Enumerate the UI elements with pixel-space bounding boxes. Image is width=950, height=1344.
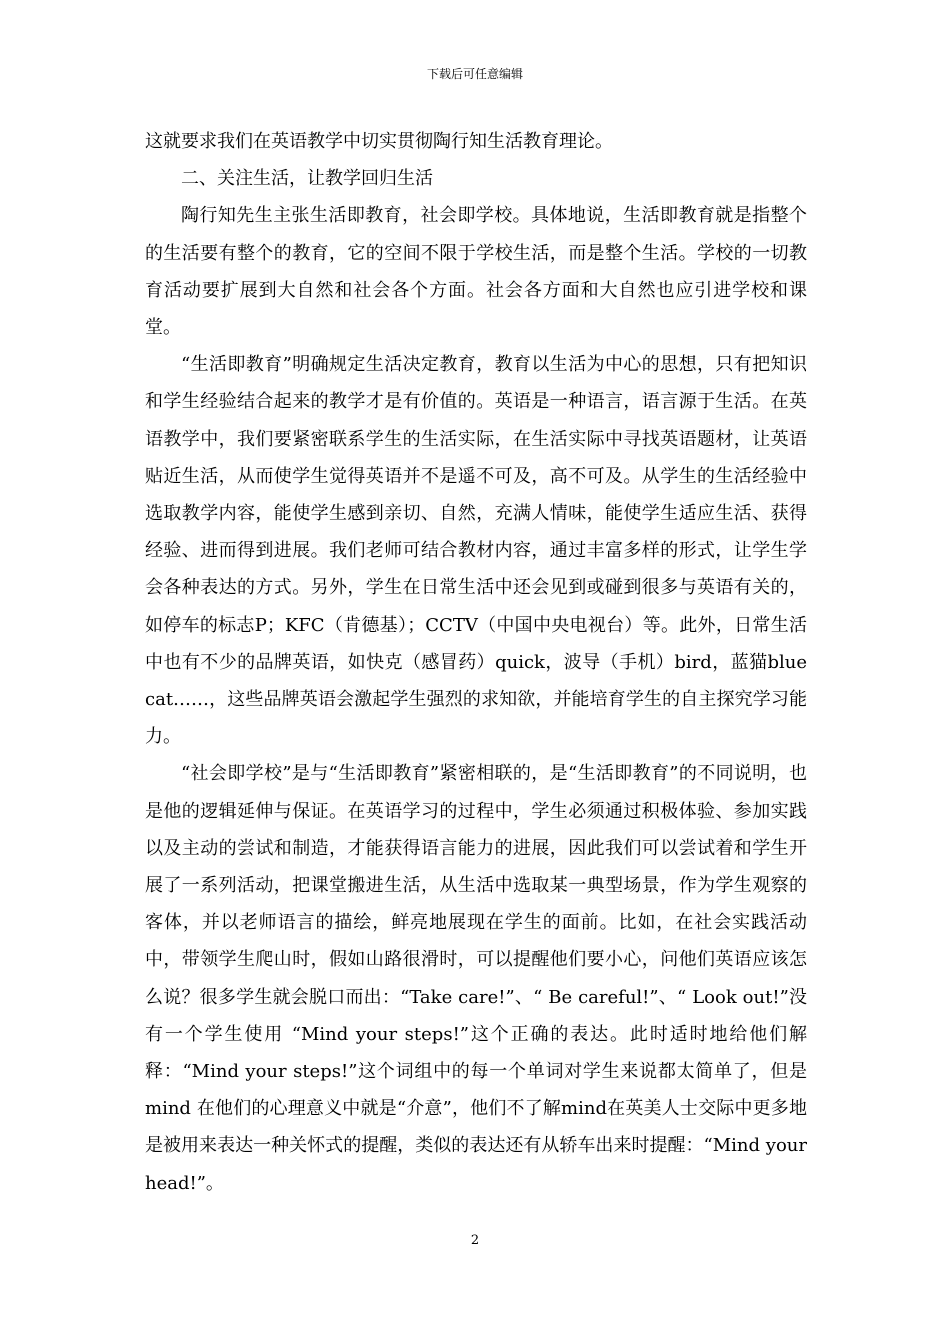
page-header: 下载后可任意编辑	[426, 67, 523, 81]
document-body	[145, 123, 807, 1202]
paragraph: “生活即教育”明确规定生活决定教育，教育以生活为中心的思想，只有把知识和学生经验结合起来的教学才是有价值的。英语是一种语言，语言源于生活。在英语教学中，我们要紧密联系学生的生活实际，在生活实际中寻找英语题材，让英语贴近生活，从而使学生觉得英语并不是遥不可及，高不可及。从学生的生活经验中选取教学内容，能使学生感到亲切、自然，充满人情味，能使学生适应生活、获得经验、进而得到进展。我们老师可结合教材内容，通过丰富多样的形式，让学生学会各种表达的方式。另外，学生在日常生活中还会见到或碰到很多与英语有关的，如停车的标志P；KFC（肯德基）；CCTV（中国中央电视台）等。此外，日常生活中也有不少的品牌英语，如快克（感冒药）quick，波导（手机）bird，蓝猫blue cat……，这些品牌英语会激起学生强烈的求知欲，并能培育学生的自主探究学习能力。	[145, 354, 807, 748]
paragraph: “社会即学校”是与“生活即教育”紧密相联的，是“生活即教育”的不同说明，也是他的逻辑延伸与保证。在英语学习的过程中，学生必须通过积极体验、参加实践以及主动的尝试和制造，才能获得语言能力的进展，因此我们可以尝试着和学生开展了一系列活动，把课堂搬进生活，从生活中选取某一典型场景，作为学生观察的客体，并以老师语言的描绘，鲜亮地展现在学生的面前。比如，在社会实践活动中，带领学生爬山时，假如山路很滑时，可以提醒他们要小心，问他们英语应该怎么说？很多学生就会脱口而出：“Take care!”、“ Be careful!”、“ Look out!”没有一个学生使用 “Mind your steps!”这个正确的表达。此时适时地给他们解释：“Mind your steps!”这个词组中的每一个单词对学生来说都太简单了，但是mind 在他们的心理意义中就是“介意”，他们不了解mind在英美人士交际中更多地是被用来表达一种关怀式的提醒，类似的表达还有从轿车出来时提醒：“Mind your head!”。	[145, 763, 807, 1194]
paragraph-continuation: 这就要求我们在英语教学中切实贯彻陶行知生活教育理论。	[145, 131, 613, 152]
section-heading: 二、关注生活，让教学回归生活	[181, 168, 433, 190]
page-number: 2	[470, 1233, 480, 1248]
paragraph: 陶行知先生主张生活即教育，社会即学校。具体地说，生活即教育就是指整个的生活要有整个的教育，它的空间不限于学校生活，而是整个生活。学校的一切教育活动要扩展到大自然和社会各个方面。社会各方面和大自然也应引进学校和课堂。	[145, 205, 807, 339]
